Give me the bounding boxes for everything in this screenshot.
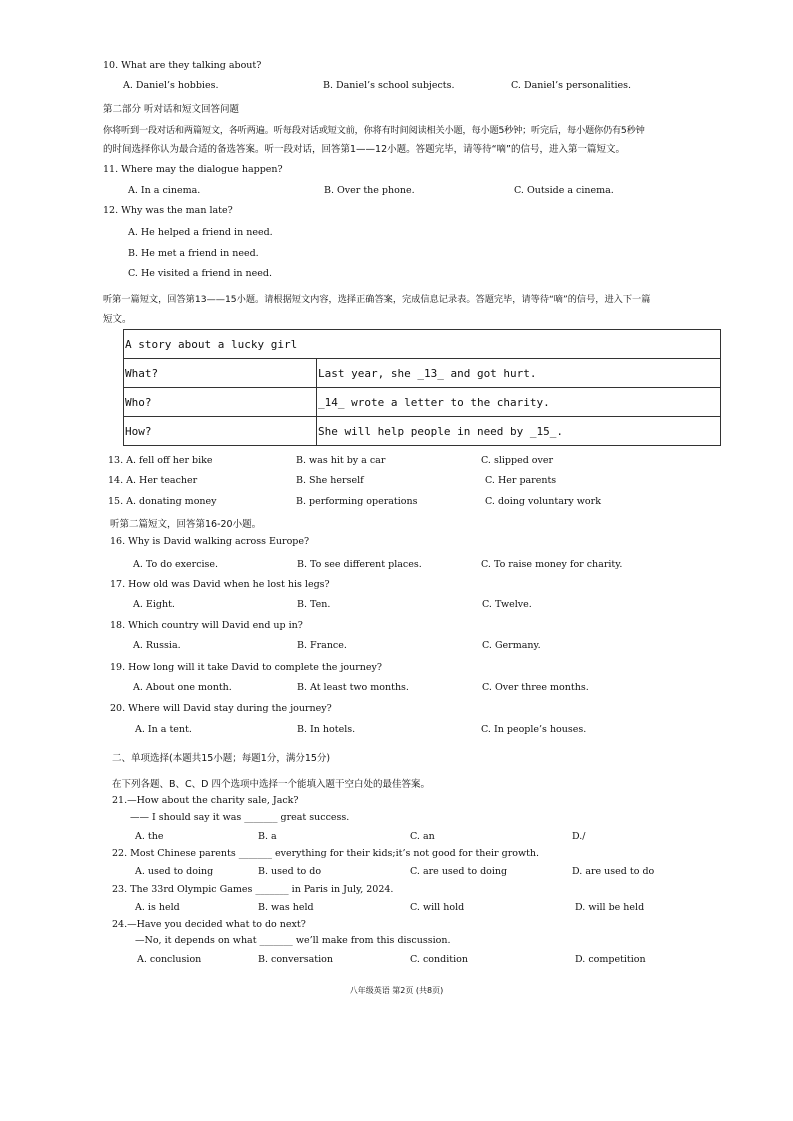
- question-17-stem: 17. How old was David when he lost his legs?: [110, 579, 330, 590]
- question-18-stem: 18. Which country will David end up in?: [110, 620, 303, 631]
- table-row-key: What?: [124, 359, 317, 388]
- q22-option-b: B. used to do: [258, 866, 322, 877]
- q12-option-a: A. He helped a friend in need.: [128, 227, 273, 238]
- passage1-instruction-line2: 短文。: [103, 314, 132, 325]
- q17-option-c: C. Twelve.: [482, 599, 532, 610]
- table-title: A story about a lucky girl: [124, 330, 721, 359]
- q23-option-a: A. is held: [135, 902, 180, 913]
- q17-option-b: B. Ten.: [297, 599, 331, 610]
- q24-option-b: B. conversation: [258, 954, 333, 965]
- q11-option-b: B. Over the phone.: [324, 185, 415, 196]
- question-12-stem: 12. Why was the man late?: [103, 205, 233, 216]
- table-row: [124, 417, 721, 446]
- info-record-table: [123, 329, 721, 446]
- q11-option-a: A. In a cinema.: [128, 185, 201, 196]
- question-16-stem: 16. Why is David walking across Europe?: [110, 536, 310, 547]
- section2-title: 二、单项选择(本题共15小题；每题1分，满分15分): [112, 753, 331, 764]
- q12-option-c: C. He visited a friend in need.: [128, 268, 273, 279]
- table-row-value: She will help people in need by _15_.: [317, 417, 721, 446]
- part2-title: 第二部分 听对话和短文回答问题: [103, 104, 240, 115]
- q15-option-b: B. performing operations: [296, 496, 418, 507]
- table-row: [124, 388, 721, 417]
- q19-option-b: B. At least two months.: [297, 682, 409, 693]
- q24-option-d: D. competition: [575, 954, 646, 965]
- q10-option-a: A. Daniel’s hobbies.: [123, 80, 219, 91]
- q14-option-c: C. Her parents: [485, 475, 557, 486]
- part2-instruction-line1: 你将听到一段对话和两篇短文，各听两遍。听每段对话或短文前，你将有时间阅读相关小题，每小题5秒钟；听完后，每小题你仍有5秒钟: [103, 125, 645, 136]
- q15-option-a: 15. A. donating money: [108, 496, 217, 507]
- question-21-stem-line2: —— I should say it was _______ great success.: [130, 812, 350, 823]
- q20-option-c: C. In people’s houses.: [481, 724, 587, 735]
- q23-option-d: D. will be held: [575, 902, 645, 913]
- question-22-stem: 22. Most Chinese parents _______ everything for their kids;it’s not good for their growth.: [112, 848, 540, 859]
- q16-option-a: A. To do exercise.: [133, 559, 219, 570]
- question-11-stem: 11. Where may the dialogue happen?: [103, 164, 283, 175]
- table-row: [124, 359, 721, 388]
- q13-option-c: C. slipped over: [481, 455, 554, 466]
- q13-option-b: B. was hit by a car: [296, 455, 386, 466]
- passage1-instruction-line1: 听第一篇短文，回答第13——15小题。请根据短文内容，选择正确答案，完成信息记录表。答题完毕，请等待“嘀”的信号，进入下一篇: [103, 294, 651, 305]
- question-10-stem: 10. What are they talking about?: [103, 60, 262, 71]
- q12-option-b: B. He met a friend in need.: [128, 248, 259, 259]
- q14-option-b: B. She herself: [296, 475, 364, 486]
- q23-option-c: C. will hold: [410, 902, 465, 913]
- question-19-stem: 19. How long will it take David to complete the journey?: [110, 662, 382, 673]
- q18-option-c: C. Germany.: [482, 640, 541, 651]
- q17-option-a: A. Eight.: [133, 599, 175, 610]
- table-row-key: Who?: [124, 388, 317, 417]
- q21-option-c: C. an: [410, 831, 435, 842]
- question-24-stem: 24.—Have you decided what to do next?: [112, 919, 306, 930]
- question-21-stem: 21.—How about the charity sale, Jack?: [112, 795, 299, 806]
- question-20-stem: 20. Where will David stay during the journey?: [110, 703, 332, 714]
- q21-option-a: A. the: [135, 831, 164, 842]
- q11-option-c: C. Outside a cinema.: [514, 185, 614, 196]
- q23-option-b: B. was held: [258, 902, 314, 913]
- page-footer: 八年级英语 第2页 (共8页): [349, 986, 444, 995]
- q15-option-c: C. doing voluntary work: [485, 496, 601, 507]
- q20-option-b: B. In hotels.: [297, 724, 356, 735]
- q19-option-a: A. About one month.: [133, 682, 232, 693]
- q24-option-c: C. condition: [410, 954, 468, 965]
- q21-option-d: D./: [572, 831, 586, 842]
- q13-option-a: 13. A. fell off her bike: [108, 455, 213, 466]
- part2-instruction-line2: 的时间选择你认为最合适的备选答案。听一段对话，回答第1——12小题。答题完毕，请等待“嘀”的信号，进入第一篇短文。: [103, 144, 625, 155]
- q24-option-a: A. conclusion: [137, 954, 202, 965]
- q22-option-c: C. are used to doing: [410, 866, 508, 877]
- q22-option-d: D. are used to do: [572, 866, 655, 877]
- q14-option-a: 14. A. Her teacher: [108, 475, 198, 486]
- q20-option-a: A. In a tent.: [135, 724, 192, 735]
- table-row-key: How?: [124, 417, 317, 446]
- q18-option-a: A. Russia.: [133, 640, 181, 651]
- table-row-value: Last year, she _13_ and got hurt.: [317, 359, 721, 388]
- q18-option-b: B. France.: [297, 640, 347, 651]
- question-24-stem-line2: —No, it depends on what _______ we’ll make from this discussion.: [135, 935, 451, 946]
- q10-option-b: B. Daniel’s school subjects.: [323, 80, 455, 91]
- q16-option-c: C. To raise money for charity.: [481, 559, 623, 570]
- section2-instruction: 在下列各题、B、C、D 四个选项中选择一个能填入题干空白处的最佳答案。: [112, 779, 430, 790]
- q16-option-b: B. To see different places.: [297, 559, 422, 570]
- table-row-value: _14_ wrote a letter to the charity.: [317, 388, 721, 417]
- q19-option-c: C. Over three months.: [482, 682, 589, 693]
- question-23-stem: 23. The 33rd Olympic Games _______ in Paris in July, 2024.: [112, 884, 394, 895]
- q21-option-b: B. a: [258, 831, 277, 842]
- q22-option-a: A. used to doing: [135, 866, 214, 877]
- q10-option-c: C. Daniel’s personalities.: [511, 80, 632, 91]
- passage2-instruction: 听第二篇短文，回答第16-20小题。: [110, 519, 262, 530]
